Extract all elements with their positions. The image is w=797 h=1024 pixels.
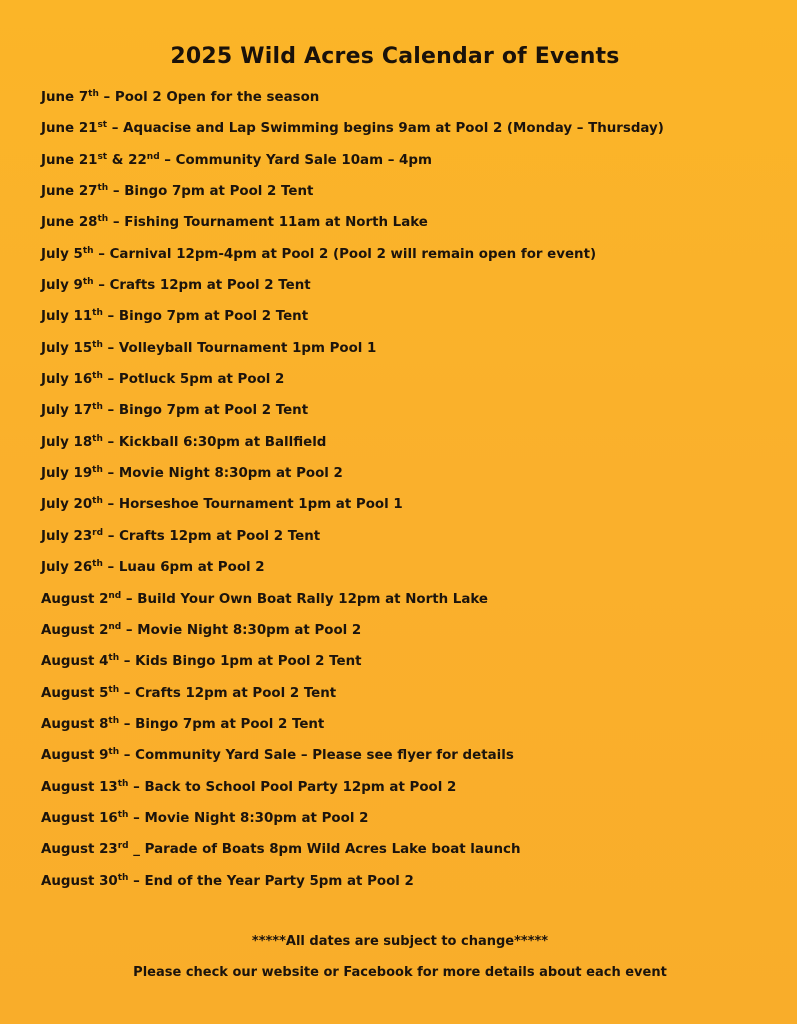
event-item [41,809,761,840]
event-month: July [41,403,69,419]
event-day-suffix: rd [92,527,104,538]
event-day-suffix: rd [117,841,129,852]
event-item [41,88,761,119]
event-day: 8 [99,716,109,732]
event-month: June [41,152,75,168]
event-day-suffix: th [92,433,103,444]
event-item [41,433,761,464]
event-day: 27 [78,184,98,200]
event-description: – Kickball 6:30pm at Ballfield [102,434,327,450]
event-day-suffix: th [82,277,94,288]
event-day-suffix: th [97,183,109,194]
event-day: 11 [73,309,93,325]
event-description: – Bingo 7pm at Pool 2 Tent [102,309,309,325]
event-item [41,652,761,683]
event-item [41,746,761,777]
event-item [41,370,761,401]
event-item [41,715,761,746]
event-day-suffix: st [97,151,108,162]
event-description: – Bingo 7pm at Pool 2 Tent [102,403,309,419]
event-date-joiner: & [107,152,129,168]
event-day-suffix: th [82,245,94,256]
event-description: – Community Yard Sale – Please see flyer for details [119,748,514,764]
event-month: July [41,278,69,294]
event-description: – Movie Night 8:30pm at Pool 2 [121,622,362,638]
event-item [41,558,761,589]
event-description: – Crafts 12pm at Pool 2 Tent [103,528,321,544]
event-description: – Pool 2 Open for the season [98,90,320,105]
event-day-suffix: th [108,653,120,664]
event-description: – End of the Year Party 5pm at Pool 2 [128,873,414,889]
event-day-suffix: th [108,747,120,758]
event-day: 2 [99,591,109,607]
event-description: _ Parade of Boats 8pm Wild Acres Lake boat launch [128,842,521,858]
event-item [41,151,761,182]
event-item [41,182,761,213]
event-month: July [41,466,69,482]
event-day-suffix: th [92,339,103,350]
event-day: 19 [73,466,93,482]
event-description: – Crafts 12pm at Pool 2 Tent [93,278,311,294]
event-day-suffix: th [117,778,129,789]
event-description: – Volleyball Tournament 1pm Pool 1 [102,340,377,356]
event-day-suffix: nd [108,590,122,601]
event-day-suffix: th [117,809,129,820]
event-month: August [41,810,95,826]
event-description: – Back to School Pool Party 12pm at Pool 2 [128,779,457,795]
event-day-suffix: th [88,89,99,99]
event-item [41,339,761,370]
event-item [41,684,761,715]
event-description: – Aquacise and Lap Swimming begins 9am at Pool 2 (Monday – Thursday) [107,121,664,137]
event-day-suffix: th [92,559,103,570]
event-month: July [41,497,69,513]
event-month: August [41,748,95,764]
event-day: 18 [73,434,93,450]
event-item [41,872,761,903]
event-day: 13 [99,779,118,795]
event-day-suffix: th [92,402,103,413]
event-month: July [41,528,69,544]
event-day: 9 [73,278,83,294]
event-month: June [41,215,75,231]
event-description: – Luau 6pm at Pool 2 [102,560,265,576]
event-month: July [41,246,69,262]
event-month: August [41,591,95,607]
event-month: August [41,622,95,638]
event-description: – Bingo 7pm at Pool 2 Tent [108,184,314,200]
footer-note: Please check our website or Facebook for more details about each event [133,965,667,980]
event-item [41,307,761,338]
event-day: 15 [73,340,93,356]
event-month: August [41,654,95,670]
event-item [41,245,761,276]
event-item [41,213,761,244]
event-day: 16 [73,372,93,388]
event-description: – Community Yard Sale 10am – 4pm [159,152,432,168]
event-item [41,119,761,150]
event-day: 22 [128,152,147,168]
event-description: – Crafts 12pm at Pool 2 Tent [119,685,337,701]
event-day-suffix: th [108,684,120,695]
event-month: July [41,340,69,356]
event-day: 28 [78,215,98,231]
event-description: – Fishing Tournament 11am at North Lake [108,215,428,231]
event-month: August [41,873,95,889]
event-day-suffix: th [92,308,103,319]
event-day-suffix: nd [108,621,122,632]
event-day: 17 [73,403,93,419]
event-day: 26 [73,560,93,576]
event-day: 16 [99,810,118,826]
event-month: August [41,842,95,858]
event-day: 7 [78,90,89,105]
event-item [41,590,761,621]
event-day-suffix: th [92,465,103,476]
change-notice: *****All dates are subject to change***** [251,934,549,949]
event-item [41,401,761,432]
event-description: – Bingo 7pm at Pool 2 Tent [119,716,325,732]
event-day-suffix: st [97,120,108,131]
event-day-suffix: nd [146,151,160,162]
event-item [41,840,761,871]
event-day: 2 [99,622,109,638]
event-month: August [41,716,95,732]
event-day-suffix: th [97,214,109,225]
event-item [41,276,761,307]
event-day: 23 [73,528,93,544]
event-description: – Movie Night 8:30pm at Pool 2 [102,466,343,482]
event-item [41,778,761,809]
event-day: 20 [73,497,93,513]
event-month: June [41,90,75,105]
event-day: 21 [78,121,98,137]
event-item [41,464,761,495]
event-item [41,495,761,526]
event-month: June [41,184,75,200]
event-month: June [41,121,75,137]
event-month: July [41,309,69,325]
event-month: August [41,779,95,795]
page-title: 2025 Wild Acres Calendar of Events [170,44,620,69]
event-day: 21 [78,152,98,168]
event-day: 30 [99,873,118,889]
event-description: – Movie Night 8:30pm at Pool 2 [128,810,369,826]
event-day: 9 [99,748,109,764]
event-month: July [41,372,69,388]
event-day-suffix: th [92,371,103,382]
event-day: 5 [73,246,83,262]
event-day: 4 [99,654,109,670]
event-item [41,621,761,652]
event-month: July [41,560,69,576]
event-day-suffix: th [92,496,103,507]
event-day-suffix: th [108,715,120,726]
event-description: – Build Your Own Boat Rally 12pm at North Lake [121,591,489,607]
event-day: 23 [99,842,118,858]
event-description: – Horseshoe Tournament 1pm at Pool 1 [102,497,403,513]
event-day-suffix: th [117,872,129,883]
event-description: – Carnival 12pm-4pm at Pool 2 (Pool 2 will remain open for event) [93,246,597,262]
event-month: August [41,685,95,701]
event-day: 5 [99,685,109,701]
event-month: July [41,434,69,450]
event-item [41,527,761,558]
events-list [41,88,761,903]
event-description: – Kids Bingo 1pm at Pool 2 Tent [119,654,362,670]
event-description: – Potluck 5pm at Pool 2 [102,372,285,388]
